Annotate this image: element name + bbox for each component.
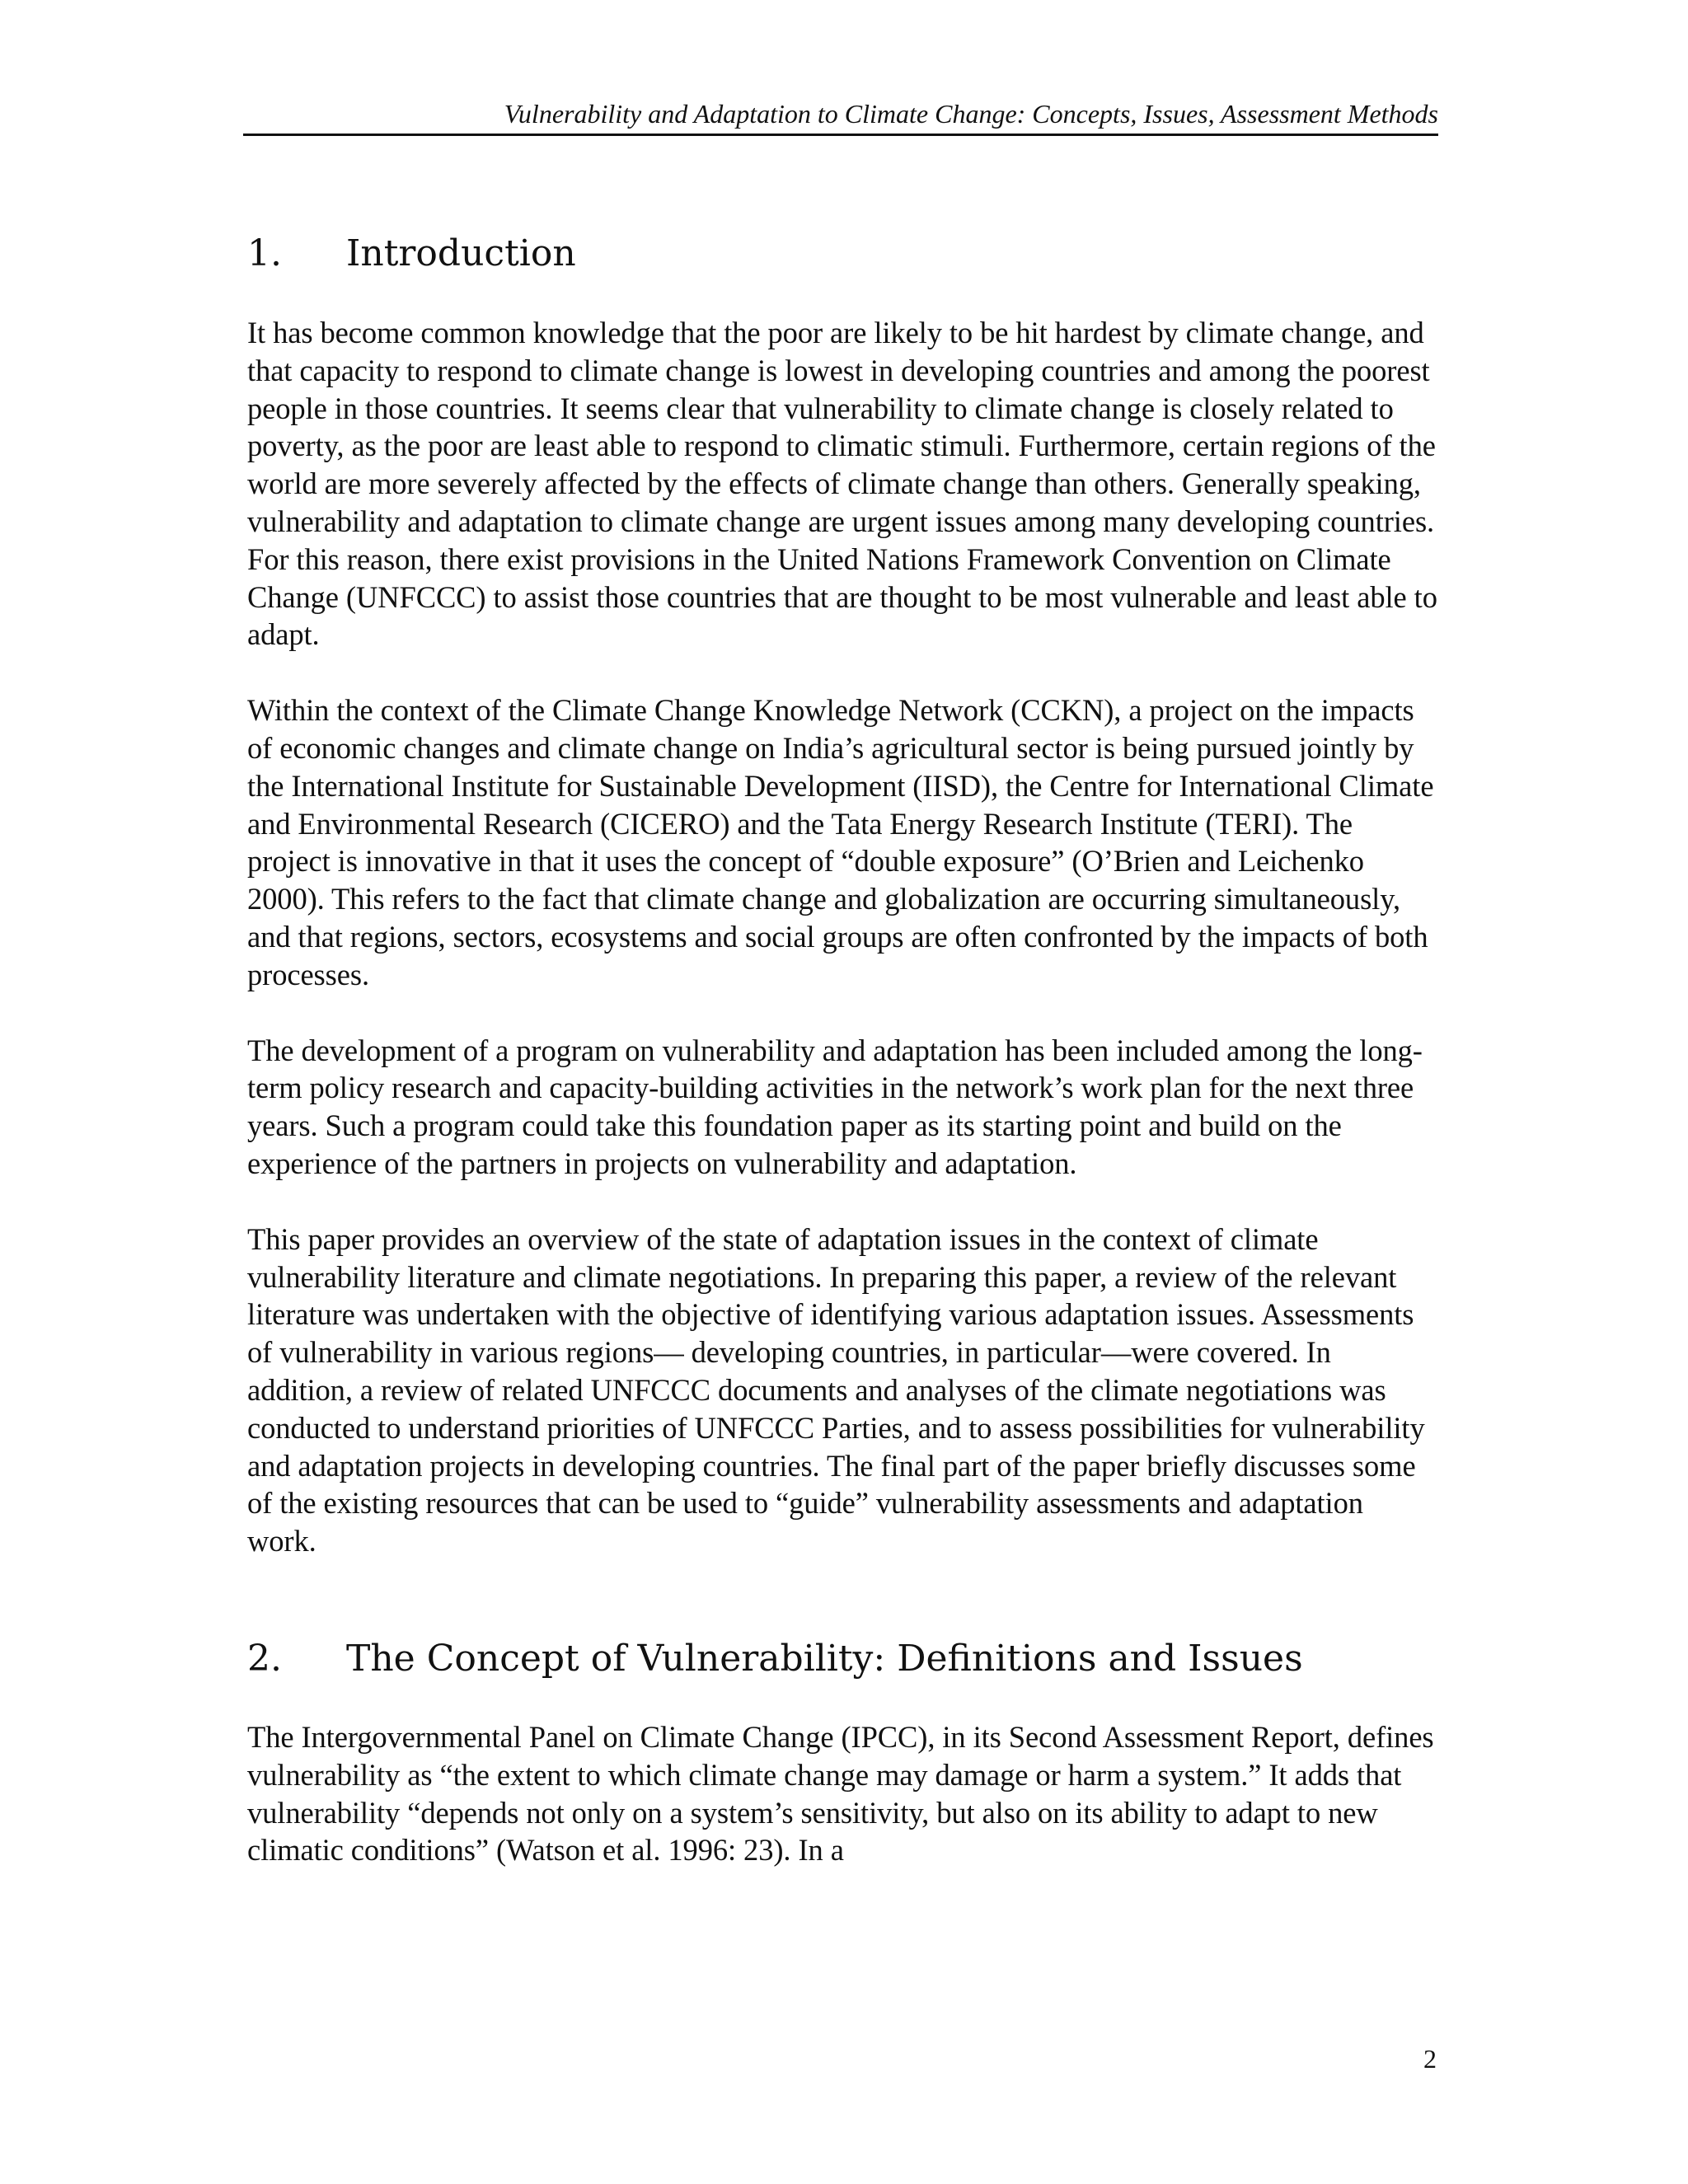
paragraph: It has become common knowledge that the poor are likely to be hit hardest by climate change, and that capacity to respond to climate change is lowest in developing countries and among the poorest people in those countries. It seems clear that vulnerability to climate change is closely related to poverty, as the poor are least able to respond to climatic stimuli. Furthermore, certain regions of the world are more severely affected by the effects of climate change than others. Generally speaking, vulnerability and adaptation to climate change are urgent issues among many developing countries. For this reason, there exist provisions in the United Nations Framework Convention on Climate Change (UNFCCC) to assist those countries that are thought to be most vulnerable and least able to adapt. bbox=[247, 316, 1437, 652]
section-heading-introduction bbox=[247, 229, 1438, 279]
paragraph: The Intergovernmental Panel on Climate Change (IPCC), in its Second Assessment Report, defines vulnerability as “the extent to which climate change may damage or harm a system.” It adds that vulnerability “depends not only on a system’s sensitivity, but also on its ability to adapt to new climatic conditions” (Watson et al. 1996: 23). In a bbox=[247, 1719, 1434, 1868]
page-number: 2 bbox=[1423, 2044, 1437, 2074]
section-number: 2. bbox=[247, 1637, 282, 1680]
section-heading-vulnerability bbox=[247, 1634, 1438, 1684]
section-number: 1. bbox=[247, 232, 282, 274]
section-title: Introduction bbox=[346, 232, 576, 274]
paragraph: The development of a program on vulnerability and adaptation has been included among the long-term policy research and capacity-building activities in the network’s work plan for the next three years. Such a program could take this foundation paper as its starting point and build on the experience of the partners in projects on vulnerability and adaptation. bbox=[247, 1033, 1423, 1180]
running-header: Vulnerability and Adaptation to Climate Change: Concepts, Issues, Assessment Methods bbox=[504, 99, 1438, 129]
page-content bbox=[247, 229, 1438, 1869]
paragraph: This paper provides an overview of the state of adaptation issues in the context of climate vulnerability literature and climate negotiations. In preparing this paper, a review of the relevant literature was undertaken with the objective of identifying various adaptation issues. Assessments of vulnerability in various regions— developing countries, in particular—were covered. In addition, a review of related UNFCCC documents and analyses of the climate negotiations was conducted to understand priorities of UNFCCC Parties, and to assess possibilities for vulnerability and adaptation projects in developing countries. The final part of the paper briefly discusses some of the existing resources that can be used to “guide” vulnerability assessments and adaptation work. bbox=[247, 1221, 1425, 1558]
paragraph: Within the context of the Climate Change Knowledge Network (CCKN), a project on the impacts of economic changes and climate change on India’s agricultural sector is being pursued jointly by the International Institute for Sustainable Development (IISD), the Centre for International Climate and Environmental Research (CICERO) and the Tata Energy Research Institute (TERI). The project is innovative in that it uses the concept of “double exposure” (O’Brien and Leichenko 2000). This refers to the fact that climate change and globalization are occurring simultaneously, and that regions, sectors, ecosystems and social groups are often confronted by the impacts of both processes. bbox=[247, 693, 1434, 991]
section-title: The Concept of Vulnerability: Definitions and Issues bbox=[346, 1637, 1303, 1680]
header-rule bbox=[243, 134, 1438, 136]
